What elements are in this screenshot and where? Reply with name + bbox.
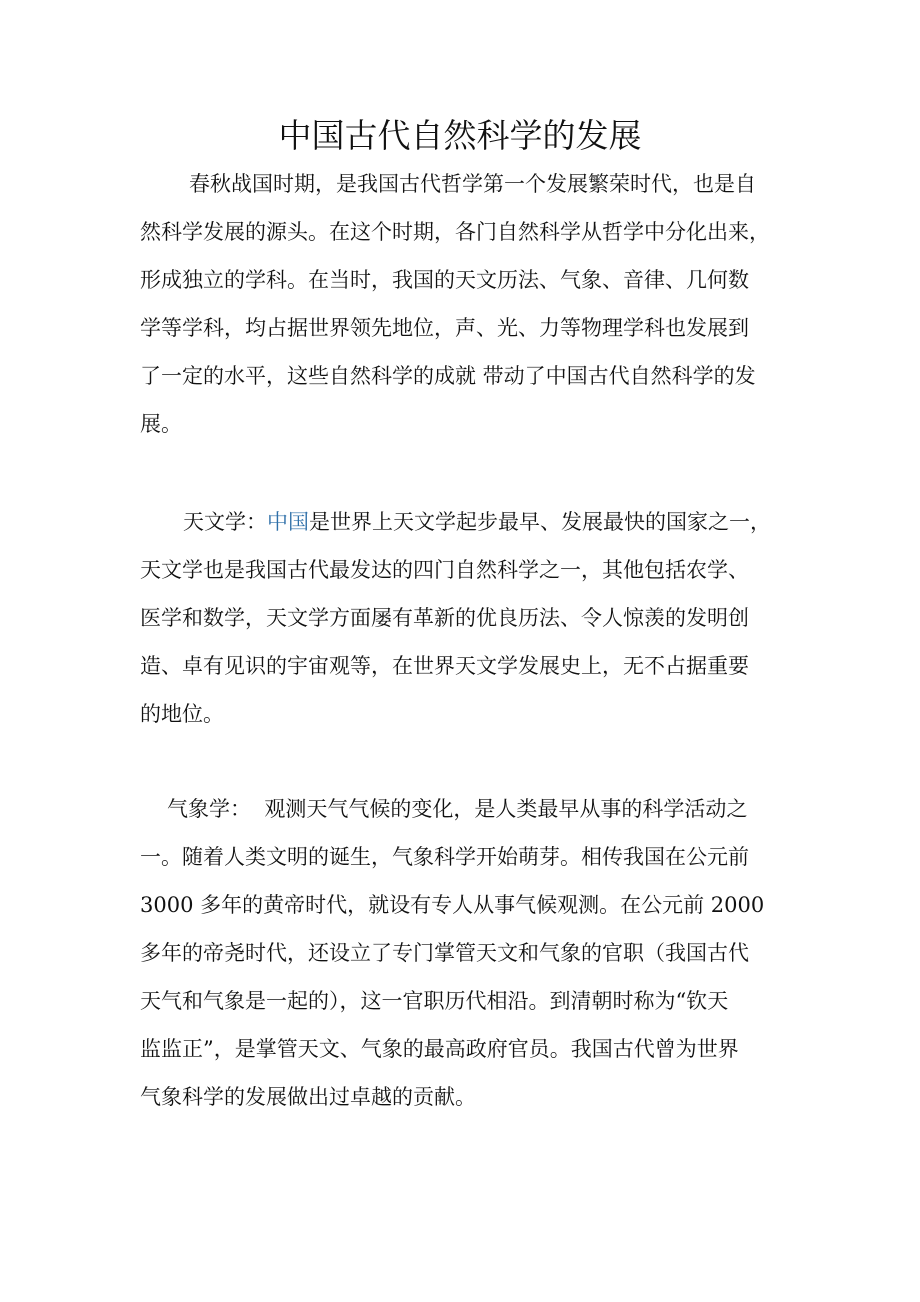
paragraph-line: 监监正”，是掌管天文、气象的最高政府官员。我国古代曾为世界	[140, 1037, 739, 1061]
paragraph-line: 天文学也是我国古代最发达的四门自然科学之一，其他包括农学、	[140, 558, 749, 582]
paragraph-meteorology	[140, 785, 780, 1121]
paragraph-line: 气象科学的发展做出过卓越的贡献。	[140, 1085, 476, 1109]
document-title: 中国古代自然科学的发展	[278, 116, 642, 155]
paragraph-line: 一。随着人类文明的诞生，气象科学开始萌芽。相传我国在公元前	[140, 845, 749, 869]
paragraph-line: 多年的帝尧时代，还设立了专门掌管天文和气象的官职（我国古代	[140, 941, 749, 965]
paragraph-line: 医学和数学，天文学方面屡有革新的优良历法、令人惊羡的发明创	[140, 606, 749, 630]
china-link[interactable]: 中国	[267, 510, 309, 534]
paragraph-line: 形成独立的学科。在当时，我国的天文历法、气象、音律、几何数	[140, 268, 749, 292]
paragraph-line: 造、卓有见识的宇宙观等，在世界天文学发展史上，无不占据重要	[140, 654, 749, 678]
paragraph-line: 的地位。	[140, 702, 224, 726]
paragraph-line: 然科学发展的源头。在这个时期，各门自然科学从哲学中分化出来，	[140, 220, 770, 244]
paragraph-line: 气象学： 观测天气气候的变化，是人类最早从事的科学活动之	[167, 797, 748, 821]
paragraph-line: 了一定的水平，这些自然科学的成就 带动了中国古代自然科学的发	[140, 364, 756, 388]
paragraph-line: 学等学科，均占据世界领先地位，声、光、力等物理学科也发展到	[140, 316, 749, 340]
paragraph-line-rest: 是世界上天文学起步最早、发展最快的国家之一，	[309, 510, 771, 534]
paragraph-line: 展。	[140, 412, 182, 436]
paragraph-line: 春秋战国时期，是我国古代哲学第一个发展繁荣时代，也是自	[189, 172, 756, 196]
paragraph-spring-autumn	[140, 160, 780, 448]
paragraph-line-first	[140, 498, 780, 546]
paragraph-astronomy	[140, 498, 780, 738]
paragraph-line: 3000 多年的黄帝时代，就设有专人从事气候观测。在公元前 2000	[140, 893, 765, 917]
paragraph-line: 天气和气象是一起的），这一官职历代相沿。到清朝时称为“钦天	[140, 989, 729, 1013]
section-lead-astronomy: 天文学：	[183, 510, 267, 534]
